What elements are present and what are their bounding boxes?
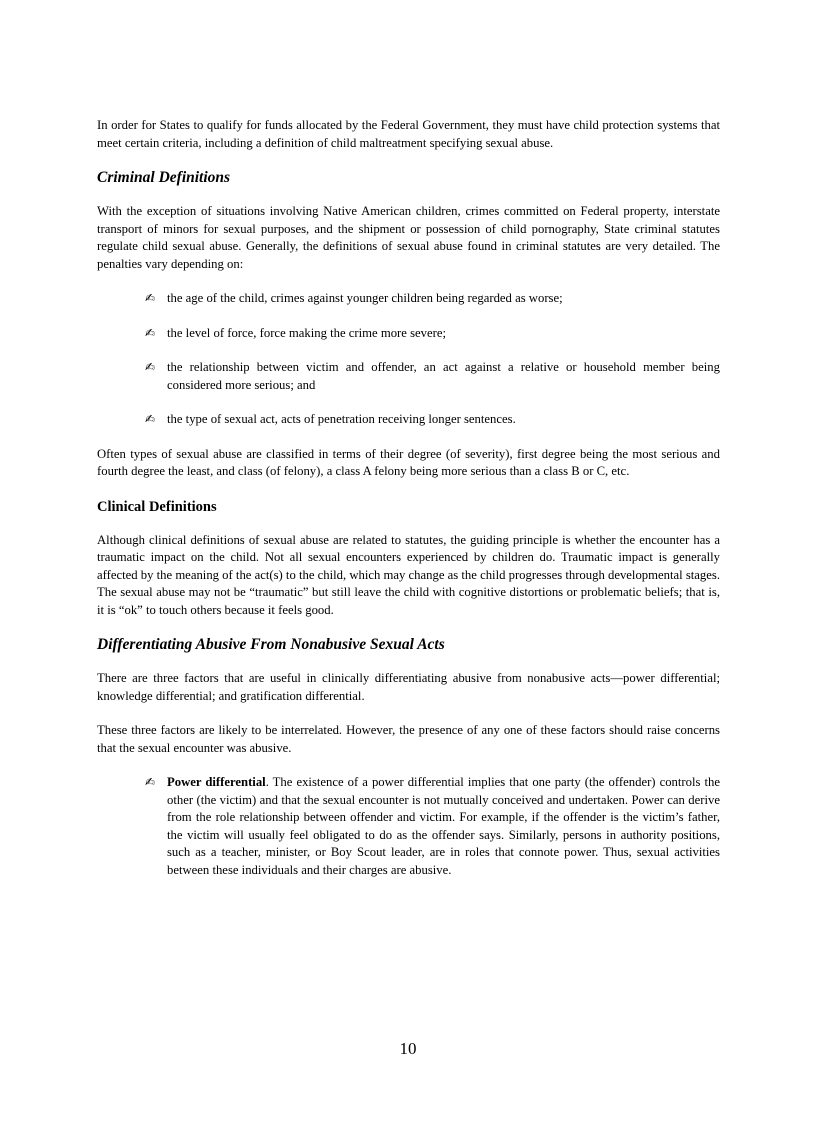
power-differential-term: Power differential xyxy=(167,775,266,789)
list-item xyxy=(97,290,720,308)
criminal-definitions-heading: Criminal Definitions xyxy=(97,169,231,186)
list-item xyxy=(97,325,720,343)
writing-hand-icon: ✍ xyxy=(145,775,156,789)
list-item-text: the level of force, force making the crime more severe; xyxy=(167,325,446,340)
page-number: 10 xyxy=(399,1039,417,1058)
list-item-text: the relationship between victim and offender, an act against a relative or household member being considered more serious; and xyxy=(167,360,720,392)
differential-factors-list xyxy=(97,774,720,879)
writing-hand-icon: ✍ xyxy=(145,360,156,374)
writing-hand-icon: ✍ xyxy=(145,325,156,340)
power-differential-item xyxy=(167,774,720,879)
penalty-factors-list xyxy=(97,290,720,429)
power-differential-text: . The existence of a power differential implies that one party (the offender) controls the other (the victim) and that the sexual encounter is not mutually conceived and undertaken. Power can derive from the role relationship between offender and victim. For example, if the offender is the victim’s father, the victim will usually feel obligated to do as the offender says. Similarly, persons in authority positions, such as a teacher, minister, or Boy Scout leader, are in roles that connote power. Thus, sexual activities between these individuals and their charges are abusive. xyxy=(167,775,720,877)
writing-hand-icon: ✍ xyxy=(145,412,156,426)
interrelated-paragraph: These three factors are likely to be interrelated. However, the presence of any one of these factors should raise concerns that the sexual encounter was abusive. xyxy=(97,723,720,755)
three-factors-paragraph: There are three factors that are useful in clinically differentiating abusive from nonabusive acts—power differential; knowledge differential; and gratification differential. xyxy=(97,671,720,703)
list-item xyxy=(97,359,720,394)
writing-hand-icon: ✍ xyxy=(145,291,156,305)
page-content xyxy=(97,117,720,896)
intro-paragraph: In order for States to qualify for funds allocated by the Federal Government, they must have child protection systems that meet certain criteria, including a definition of child maltreatment specifying sexual abuse. xyxy=(97,118,720,150)
list-item-text: the age of the child, crimes against younger children being regarded as worse; xyxy=(167,291,563,305)
criminal-paragraph: With the exception of situations involving Native American children, crimes committed on Federal property, interstate transport of minors for sexual purposes, and the shipment or possession of child pornography, State criminal statutes regulate child sexual abuse. Generally, the definitions of sexual abuse found in criminal statutes are very detailed. The penalties vary depending on: xyxy=(97,204,720,271)
list-item xyxy=(97,774,720,879)
list-item-text: the type of sexual act, acts of penetration receiving longer sentences. xyxy=(167,412,516,426)
list-item xyxy=(97,411,720,429)
differentiating-heading: Differentiating Abusive From Nonabusive Sexual Acts xyxy=(97,636,445,653)
degree-classification-paragraph: Often types of sexual abuse are classified in terms of their degree (of severity), first degree being the most serious and fourth degree the least, and class (of felony), a class A felony being more serious than a class B or C, etc. xyxy=(97,446,720,478)
clinical-paragraph: Although clinical definitions of sexual abuse are related to statutes, the guiding principle is whether the encounter has a traumatic impact on the child. Not all sexual encounters experienced by children do. Traumatic impact is generally affected by the meaning of the act(s) to the child, which may change as the child progresses through developmental stages. The sexual abuse may not be “traumatic” but still leave the child with cognitive distortions or problematic beliefs; that is, it is “ok” to touch others because it feels good. xyxy=(97,532,721,617)
clinical-definitions-heading: Clinical Definitions xyxy=(97,498,217,515)
